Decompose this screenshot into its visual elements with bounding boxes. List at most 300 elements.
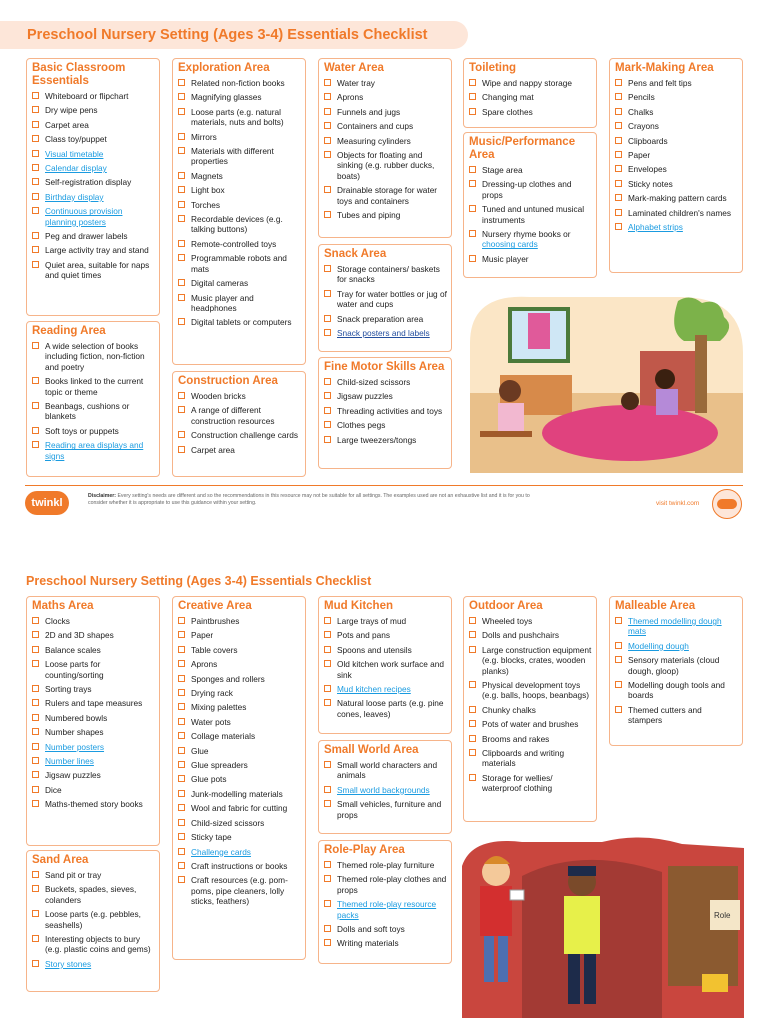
checkbox[interactable] <box>32 786 39 793</box>
checkbox[interactable] <box>469 617 476 624</box>
checkbox[interactable] <box>615 223 622 230</box>
checkbox[interactable] <box>178 172 185 179</box>
checklist-item[interactable] <box>324 107 447 117</box>
checklist-item[interactable] <box>469 645 592 676</box>
checklist-item[interactable] <box>32 616 155 626</box>
checkbox[interactable] <box>615 108 622 115</box>
checklist-item[interactable] <box>324 377 447 387</box>
checkbox[interactable] <box>324 436 331 443</box>
checklist-item[interactable] <box>324 289 447 310</box>
checklist-item[interactable] <box>178 391 301 401</box>
checkbox[interactable] <box>32 377 39 384</box>
checkbox[interactable] <box>178 240 185 247</box>
checklist-item[interactable] <box>469 78 592 88</box>
checkbox[interactable] <box>178 392 185 399</box>
checklist-item[interactable] <box>178 278 301 288</box>
checklist-link[interactable]: Themed role-play resource packs <box>337 899 437 920</box>
checklist-item[interactable] <box>178 774 301 784</box>
checklist-item[interactable] <box>32 756 155 766</box>
checkbox[interactable] <box>469 774 476 781</box>
checkbox[interactable] <box>32 427 39 434</box>
checklist-item[interactable] <box>469 616 592 626</box>
checklist-item[interactable] <box>324 136 447 146</box>
checklist-item[interactable] <box>324 860 447 870</box>
checklist-item[interactable] <box>178 214 301 235</box>
checklist-item[interactable] <box>615 641 738 651</box>
checklist-item[interactable] <box>32 884 155 905</box>
checklist-item[interactable] <box>469 773 592 794</box>
checklist-label: Soft toys or puppets <box>45 425 119 436</box>
checklist-item[interactable] <box>324 899 447 920</box>
checklist-link[interactable]: Calendar display <box>45 163 107 174</box>
checkbox[interactable] <box>615 137 622 144</box>
checklist-item[interactable] <box>615 655 738 676</box>
checklist-item[interactable] <box>178 861 301 871</box>
checklist-label: Torches <box>191 199 221 210</box>
checklist-item[interactable] <box>615 705 738 726</box>
checkbox[interactable] <box>178 689 185 696</box>
checklist-item[interactable] <box>324 698 447 719</box>
checkbox[interactable] <box>324 631 331 638</box>
checklist-item[interactable] <box>32 727 155 737</box>
checklist-item[interactable] <box>32 91 155 101</box>
checklist-item[interactable] <box>32 684 155 694</box>
checklist-item[interactable] <box>178 293 301 314</box>
checkbox[interactable] <box>178 675 185 682</box>
checkbox[interactable] <box>32 910 39 917</box>
checkbox[interactable] <box>178 660 185 667</box>
checklist-item[interactable] <box>32 959 155 969</box>
checkbox[interactable] <box>178 732 185 739</box>
checklist-item[interactable] <box>615 150 738 160</box>
checklist-item[interactable] <box>32 134 155 144</box>
checklist-item[interactable] <box>32 659 155 680</box>
checkbox[interactable] <box>178 79 185 86</box>
checklist-item[interactable] <box>178 317 301 327</box>
checkbox[interactable] <box>178 93 185 100</box>
checklist-item[interactable] <box>32 376 155 397</box>
checklist-link[interactable]: choosing cards <box>482 239 538 250</box>
checklist-item[interactable] <box>32 149 155 159</box>
checklist-link[interactable]: Reading area displays and signs <box>45 440 144 461</box>
checklist-item[interactable] <box>615 222 738 232</box>
checkbox[interactable] <box>178 876 185 883</box>
checkbox[interactable] <box>469 166 476 173</box>
checklist-item[interactable] <box>469 254 592 264</box>
checkbox[interactable] <box>32 685 39 692</box>
checklist-item[interactable] <box>615 92 738 102</box>
checklist-item[interactable] <box>178 659 301 669</box>
checklist-item[interactable] <box>32 909 155 930</box>
checkbox[interactable] <box>615 617 622 624</box>
checkbox[interactable] <box>178 617 185 624</box>
checkbox[interactable] <box>32 885 39 892</box>
checkbox[interactable] <box>469 706 476 713</box>
checklist-item[interactable] <box>32 934 155 955</box>
checklist-item[interactable] <box>324 684 447 694</box>
checkbox[interactable] <box>32 871 39 878</box>
checkbox[interactable] <box>469 681 476 688</box>
checklist-label: Magnifying glasses <box>191 92 262 103</box>
checklist-item[interactable] <box>469 165 592 175</box>
checkbox[interactable] <box>178 747 185 754</box>
checkbox[interactable] <box>615 93 622 100</box>
checklist-item[interactable] <box>178 405 301 426</box>
checklist-link[interactable]: Challenge cards <box>191 846 251 857</box>
checklist-item[interactable] <box>32 341 155 372</box>
checklist-item[interactable] <box>324 406 447 416</box>
checkbox[interactable] <box>32 342 39 349</box>
checklist-item[interactable] <box>178 818 301 828</box>
checkbox[interactable] <box>469 79 476 86</box>
checkbox[interactable] <box>32 106 39 113</box>
checklist-item[interactable] <box>615 193 738 203</box>
checklist-link[interactable]: Mud kitchen recipes <box>337 684 411 695</box>
checkbox[interactable] <box>178 862 185 869</box>
checkbox[interactable] <box>178 703 185 710</box>
checkbox[interactable] <box>324 186 331 193</box>
checkbox[interactable] <box>324 108 331 115</box>
checkbox[interactable] <box>178 186 185 193</box>
checklist-item[interactable] <box>178 688 301 698</box>
checklist-item[interactable] <box>32 742 155 752</box>
checkbox[interactable] <box>178 819 185 826</box>
checkbox[interactable] <box>178 294 185 301</box>
checklist-item[interactable] <box>178 430 301 440</box>
checklist-item[interactable] <box>324 874 447 895</box>
checklist-item[interactable] <box>178 702 301 712</box>
checkbox[interactable] <box>324 685 331 692</box>
checkbox[interactable] <box>178 848 185 855</box>
checklist-item[interactable] <box>178 674 301 684</box>
checklist-item[interactable] <box>178 630 301 640</box>
checklist-item[interactable] <box>469 680 592 701</box>
checklist-item[interactable] <box>324 616 447 626</box>
checklist-item[interactable] <box>324 799 447 820</box>
checklist-item[interactable] <box>178 645 301 655</box>
checklist-item[interactable] <box>324 391 447 401</box>
checkbox[interactable] <box>178 718 185 725</box>
checklist-item[interactable] <box>32 245 155 255</box>
checklist-item[interactable] <box>178 717 301 727</box>
checkbox[interactable] <box>32 261 39 268</box>
checklist-item[interactable] <box>32 799 155 809</box>
checklist-link[interactable]: Continuous provision planning posters <box>45 206 123 227</box>
checkbox[interactable] <box>178 790 185 797</box>
checklist-link[interactable]: Number posters <box>45 741 105 752</box>
checkbox[interactable] <box>615 122 622 129</box>
checklist-item[interactable] <box>32 177 155 187</box>
checklist-item[interactable] <box>324 938 447 948</box>
checkbox[interactable] <box>178 761 185 768</box>
checklist-item[interactable] <box>178 789 301 799</box>
checklist-item[interactable] <box>469 107 592 117</box>
checklist-item[interactable] <box>32 260 155 281</box>
checkbox[interactable] <box>32 441 39 448</box>
checkbox[interactable] <box>469 735 476 742</box>
checkbox[interactable] <box>469 205 476 212</box>
checklist-item[interactable] <box>178 185 301 195</box>
checkbox[interactable] <box>469 631 476 638</box>
checkbox[interactable] <box>32 207 39 214</box>
checklist-link[interactable]: Snack posters and labels <box>337 328 430 339</box>
checkbox[interactable] <box>324 407 331 414</box>
checkbox[interactable] <box>615 209 622 216</box>
checklist-item[interactable] <box>615 78 738 88</box>
checkbox[interactable] <box>324 761 331 768</box>
checkbox[interactable] <box>32 660 39 667</box>
checklist-item[interactable] <box>32 231 155 241</box>
checkbox[interactable] <box>324 329 331 336</box>
checkbox[interactable] <box>324 699 331 706</box>
checklist-item[interactable] <box>32 645 155 655</box>
checkbox[interactable] <box>324 786 331 793</box>
checkbox[interactable] <box>615 180 622 187</box>
checkbox[interactable] <box>324 800 331 807</box>
checklist-link[interactable]: Alphabet strips <box>628 222 683 233</box>
checkbox[interactable] <box>178 775 185 782</box>
checkbox[interactable] <box>178 215 185 222</box>
checklist-item[interactable] <box>32 426 155 436</box>
checkbox[interactable] <box>615 165 622 172</box>
section-construction <box>172 371 306 477</box>
checkbox[interactable] <box>32 135 39 142</box>
checkbox[interactable] <box>324 79 331 86</box>
checkbox[interactable] <box>32 92 39 99</box>
checklist-item[interactable] <box>615 208 738 218</box>
checkbox[interactable] <box>32 728 39 735</box>
checklist-item[interactable] <box>32 770 155 780</box>
checkbox[interactable] <box>469 93 476 100</box>
checkbox[interactable] <box>178 804 185 811</box>
checkbox[interactable] <box>32 617 39 624</box>
checkbox[interactable] <box>32 193 39 200</box>
checklist-item[interactable] <box>324 78 447 88</box>
checkbox[interactable] <box>178 833 185 840</box>
checkbox[interactable] <box>32 771 39 778</box>
checklist-item[interactable] <box>469 748 592 769</box>
checklist-item[interactable] <box>469 630 592 640</box>
checklist-item[interactable] <box>178 731 301 741</box>
checkbox[interactable] <box>469 108 476 115</box>
checklist-item[interactable] <box>324 92 447 102</box>
checkbox[interactable] <box>32 150 39 157</box>
checkbox[interactable] <box>324 137 331 144</box>
checkbox[interactable] <box>324 617 331 624</box>
checklist-link[interactable]: Visual timetable <box>45 148 104 159</box>
checklist-item[interactable] <box>32 870 155 880</box>
checkbox[interactable] <box>324 900 331 907</box>
checklist-item[interactable] <box>615 164 738 174</box>
checklist-link[interactable]: Birthday display <box>45 191 104 202</box>
checkbox[interactable] <box>178 254 185 261</box>
checklist-item[interactable] <box>324 785 447 795</box>
checkbox[interactable] <box>469 749 476 756</box>
checklist-item[interactable] <box>178 616 301 626</box>
checkbox[interactable] <box>178 147 185 154</box>
checklist-link[interactable]: Themed modelling dough mats <box>628 616 722 637</box>
postman-body <box>480 886 512 936</box>
checklist-item[interactable] <box>32 192 155 202</box>
checkbox[interactable] <box>324 660 331 667</box>
checklist-item[interactable] <box>178 78 301 88</box>
checkbox[interactable] <box>615 151 622 158</box>
checklist-item[interactable] <box>615 107 738 117</box>
checkbox[interactable] <box>32 164 39 171</box>
checkbox[interactable] <box>178 108 185 115</box>
checklist-item[interactable] <box>615 680 738 701</box>
checklist-item[interactable] <box>615 179 738 189</box>
checklist-item[interactable] <box>324 924 447 934</box>
checklist-item[interactable] <box>178 746 301 756</box>
checklist-item[interactable] <box>324 760 447 781</box>
checkbox[interactable] <box>32 402 39 409</box>
checkbox[interactable] <box>32 714 39 721</box>
checkbox[interactable] <box>324 378 331 385</box>
checklist-item[interactable] <box>615 121 738 131</box>
checklist-label: Measuring cylinders <box>337 135 411 146</box>
checklist-item[interactable] <box>469 204 592 225</box>
checklist-item[interactable] <box>324 645 447 655</box>
checklist-item[interactable] <box>178 171 301 181</box>
checklist-item[interactable] <box>178 760 301 770</box>
checklist-link[interactable]: Number lines <box>45 756 94 767</box>
checkbox[interactable] <box>615 79 622 86</box>
checklist-item[interactable] <box>178 875 301 906</box>
checkbox[interactable] <box>32 699 39 706</box>
checkbox[interactable] <box>469 720 476 727</box>
checklist-item[interactable] <box>178 92 301 102</box>
checkbox[interactable] <box>324 939 331 946</box>
checkbox[interactable] <box>324 290 331 297</box>
checkbox[interactable] <box>324 861 331 868</box>
checklist-item[interactable] <box>178 146 301 167</box>
checkbox[interactable] <box>324 875 331 882</box>
checklist-item[interactable] <box>469 705 592 715</box>
checkbox[interactable] <box>32 743 39 750</box>
checkbox[interactable] <box>32 646 39 653</box>
checkbox[interactable] <box>178 318 185 325</box>
checklist-label: A range of different construction resources <box>191 405 275 426</box>
checklist-item[interactable] <box>32 120 155 130</box>
checklist-link[interactable]: Story stones <box>45 958 92 969</box>
checkbox[interactable] <box>324 93 331 100</box>
checkbox[interactable] <box>324 151 331 158</box>
checkbox[interactable] <box>615 656 622 663</box>
checklist-link[interactable]: Modelling dough <box>628 640 689 651</box>
visit-link[interactable]: visit twinkl.com <box>656 500 700 507</box>
checklist-item[interactable] <box>178 803 301 813</box>
checkbox[interactable] <box>178 279 185 286</box>
checkbox[interactable] <box>324 265 331 272</box>
checkbox[interactable] <box>32 960 39 967</box>
checkbox[interactable] <box>178 431 185 438</box>
checklist-item[interactable] <box>32 105 155 115</box>
checklist-item[interactable] <box>324 121 447 131</box>
checklist-item[interactable] <box>469 179 592 200</box>
checklist-item[interactable] <box>178 239 301 249</box>
checklist-item[interactable] <box>324 630 447 640</box>
checkbox[interactable] <box>32 757 39 764</box>
checklist-item[interactable] <box>178 200 301 210</box>
checkbox[interactable] <box>615 706 622 713</box>
checkbox[interactable] <box>178 631 185 638</box>
checklist-item[interactable] <box>324 314 447 324</box>
checklist-label: Objects for floating and sinking (e.g. rubber ducks, boats) <box>337 150 435 181</box>
checkbox[interactable] <box>178 646 185 653</box>
checklist-link[interactable]: Small world backgrounds <box>337 784 430 795</box>
checklist-item[interactable] <box>32 163 155 173</box>
checklist-item[interactable] <box>324 659 447 680</box>
checklist-item[interactable] <box>178 253 301 274</box>
checklist-item[interactable] <box>178 832 301 842</box>
checkbox[interactable] <box>32 800 39 807</box>
checklist-item[interactable] <box>32 698 155 708</box>
checklist-item[interactable] <box>324 150 447 181</box>
checklist-item[interactable] <box>324 185 447 206</box>
checkbox[interactable] <box>178 406 185 413</box>
checkbox[interactable] <box>324 925 331 932</box>
checkbox[interactable] <box>32 232 39 239</box>
checkbox[interactable] <box>324 315 331 322</box>
checklist-item[interactable] <box>324 435 447 445</box>
section-basic <box>26 58 160 316</box>
checkbox[interactable] <box>615 642 622 649</box>
checklist-item[interactable] <box>615 616 738 637</box>
checklist-item[interactable] <box>32 401 155 422</box>
checklist-item[interactable] <box>178 847 301 857</box>
checkbox[interactable] <box>324 122 331 129</box>
checkbox[interactable] <box>178 446 185 453</box>
checklist-item[interactable] <box>324 328 447 338</box>
checklist-item[interactable] <box>178 132 301 142</box>
checkbox[interactable] <box>469 646 476 653</box>
checkbox[interactable] <box>615 194 622 201</box>
checklist-item[interactable] <box>469 719 592 729</box>
checklist-item[interactable] <box>469 92 592 102</box>
checkbox[interactable] <box>469 230 476 237</box>
checkbox[interactable] <box>178 201 185 208</box>
checkbox[interactable] <box>469 180 476 187</box>
checklist-item[interactable] <box>324 264 447 285</box>
checklist-item[interactable] <box>615 136 738 146</box>
checkbox[interactable] <box>324 421 331 428</box>
checklist-item[interactable] <box>469 229 592 250</box>
checkbox[interactable] <box>178 133 185 140</box>
checklist-item[interactable] <box>32 630 155 640</box>
checkbox[interactable] <box>32 246 39 253</box>
checklist-item[interactable] <box>32 713 155 723</box>
checkbox[interactable] <box>32 121 39 128</box>
checklist-item[interactable] <box>32 206 155 227</box>
checklist-item[interactable] <box>324 420 447 430</box>
checkbox[interactable] <box>324 211 331 218</box>
section-heading: Music/Performance Area <box>469 136 576 161</box>
checkbox[interactable] <box>469 255 476 262</box>
checkbox[interactable] <box>615 681 622 688</box>
checklist-item[interactable] <box>324 210 447 220</box>
checkbox[interactable] <box>32 935 39 942</box>
checklist-item[interactable] <box>178 445 301 455</box>
checklist-item[interactable] <box>178 107 301 128</box>
checkbox[interactable] <box>32 631 39 638</box>
checkbox[interactable] <box>324 392 331 399</box>
checkbox[interactable] <box>324 646 331 653</box>
checklist-item[interactable] <box>32 785 155 795</box>
checkbox[interactable] <box>32 178 39 185</box>
checklist-item[interactable] <box>469 734 592 744</box>
checklist-item[interactable] <box>32 440 155 461</box>
